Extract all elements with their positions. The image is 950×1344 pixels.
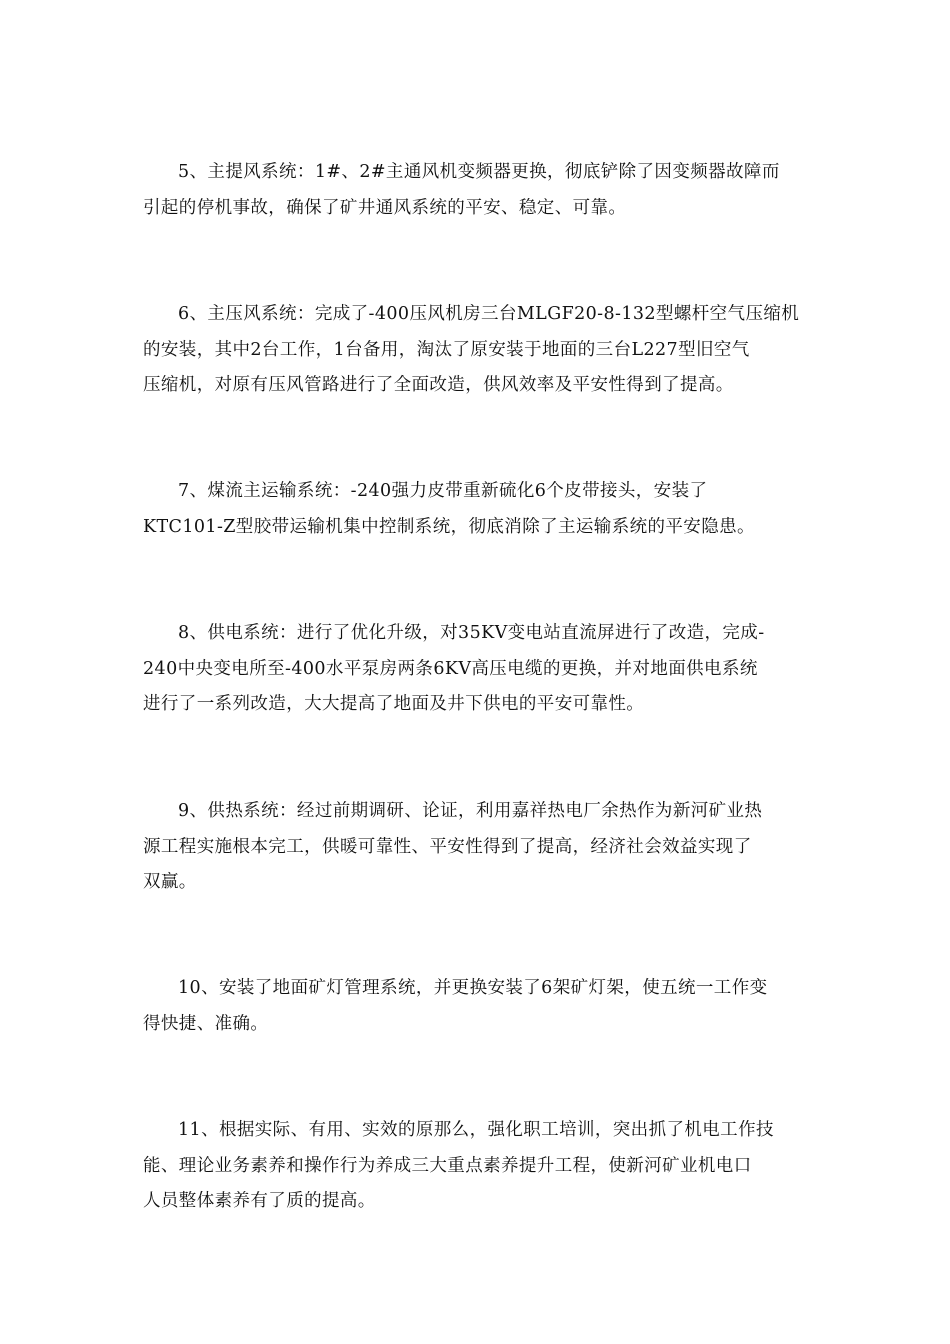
text-line: 9、供热系统：经过前期调研、论证，利用嘉祥热电厂余热作为新河矿业热 xyxy=(178,801,763,821)
text-line: 压缩机，对原有压风管路进行了全面改造，供风效率及平安性得到了提高。 xyxy=(143,375,734,395)
text-line: 7、煤流主运输系统：-240强力皮带重新硫化6个皮带接头，安装了 xyxy=(178,481,708,501)
text-line: 5、主提风系统：1#、2#主通风机变频器更换，彻底铲除了因变频器故障而 xyxy=(178,162,780,182)
text-line: 双赢。 xyxy=(143,872,197,892)
paragraph-item-7 xyxy=(143,474,813,545)
text-line: 引起的停机事故，确保了矿井通风系统的平安、稳定、可靠。 xyxy=(143,197,627,218)
paragraph-item-9 xyxy=(143,794,813,901)
text-line: 的安装，其中2台工作，1台备用，淘汰了原安装于地面的三台L227型旧空气 xyxy=(143,339,750,360)
text-line: 进行了一系列改造，大大提高了地面及井下供电的平安可靠性。 xyxy=(143,694,645,714)
text-line: 10、安装了地面矿灯管理系统，并更换安装了6架矿灯架，使五统一工作变 xyxy=(178,978,768,998)
text-line: 得快捷、准确。 xyxy=(143,1013,269,1034)
paragraph-item-10 xyxy=(143,971,813,1042)
text-line: 源工程实施根本完工，供暖可靠性、平安性得到了提高，经济社会效益实现了 xyxy=(143,836,752,857)
paragraph-item-8 xyxy=(143,616,813,723)
text-line: 能、理论业务素养和操作行为养成三大重点素养提升工程，使新河矿业机电口 xyxy=(143,1155,752,1176)
text-line: 11、根据实际、有用、实效的原那么，强化职工培训，突出抓了机电工作技 xyxy=(178,1120,774,1140)
text-line: 6、主压风系统：完成了-400压风机房三台MLGF20-8-132型螺杆空气压缩机 xyxy=(178,304,800,324)
paragraph-item-6 xyxy=(143,297,813,404)
text-line: 240中央变电所至-400水平泵房两条6KV高压电缆的更换，并对地面供电系统 xyxy=(143,658,758,679)
text-line: 8、供电系统：进行了优化升级，对35KV变电站直流屏进行了改造，完成- xyxy=(178,623,765,643)
text-line: KTC101-Z型胶带运输机集中控制系统，彻底消除了主运输系统的平安隐患。 xyxy=(143,516,755,537)
text-line: 人员整体素养有了质的提高。 xyxy=(143,1191,376,1211)
paragraph-item-5 xyxy=(143,155,813,226)
paragraph-item-11 xyxy=(143,1113,813,1220)
